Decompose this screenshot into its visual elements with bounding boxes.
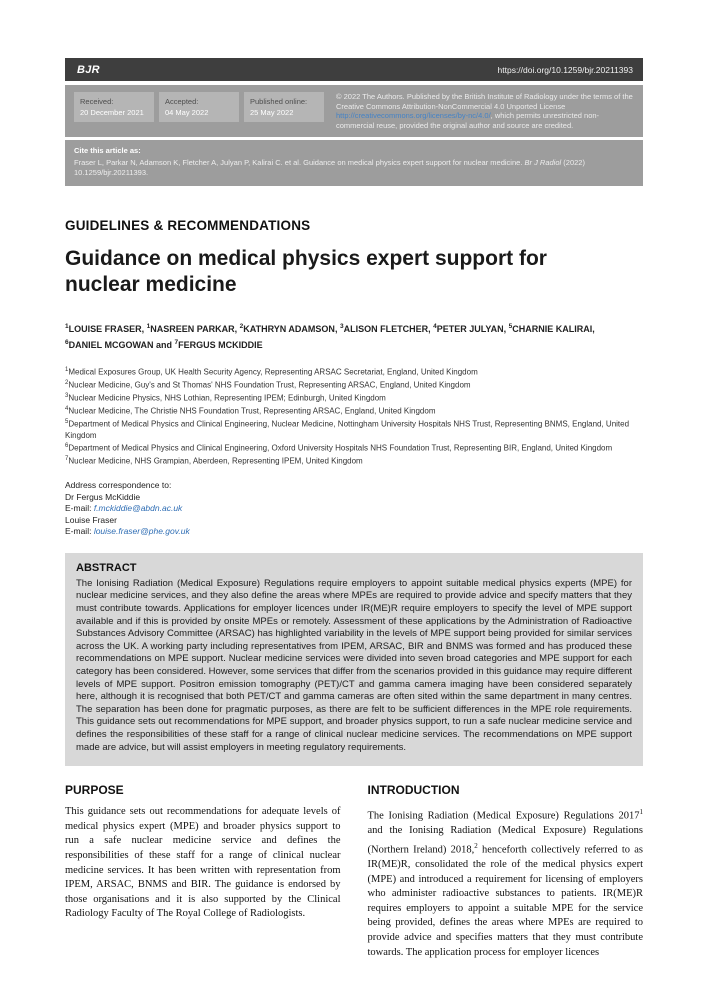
affiliation: $^1$Medical Exposures Group, UK Health Security Agency, Representing ARSAC Secretariat, England, United Kingdom — [65, 367, 478, 378]
cc-license-link[interactable]: http://creativecommons.org/licenses/by-nc/4.0/ — [336, 111, 491, 121]
abstract-section — [65, 553, 643, 766]
citation-journal: Br J Radiol — [524, 158, 562, 168]
copyright-post: , which permits unrestricted non-commercial reuse, provided the original author and source are credited. — [336, 111, 600, 130]
email-label: E-mail: — [65, 526, 94, 537]
accepted-value: 04 May 2022 — [165, 108, 209, 117]
copyright-pre: © 2022 The Authors. Published by the British Institute of Radiology under the terms of the Creative Commons Attribution-NonCommercial 4.0 Unported License — [336, 92, 633, 111]
affiliation: $^6$Department of Medical Physics and Clinical Engineering, Oxford University Hospitals NHS Foundation Trust, Representing BIR, England, United Kingdom — [65, 443, 613, 454]
reference-1: 1 — [639, 808, 643, 817]
correspondence-block — [65, 480, 643, 538]
introduction-heading: INTRODUCTION — [367, 783, 460, 798]
author: $^3$ALISON FLETCHER, — [339, 323, 434, 335]
cite-label: Cite this article as: — [74, 146, 141, 156]
correspondent-name: Dr Fergus McKiddie — [65, 491, 141, 502]
author: $^4$PETER JULYAN, — [433, 323, 509, 335]
author-list — [65, 320, 610, 352]
correspondence-email-line — [65, 526, 643, 538]
affiliation: $^3$Nuclear Medicine Physics, NHS Lothian, Representing IPEM; Edinburgh, United Kingdom — [65, 393, 386, 403]
reference-2: 2 — [474, 841, 478, 850]
author: $^5$CHARNIE KALIRAI, — [508, 323, 595, 335]
affiliation: $^7$Nuclear Medicine, NHS Grampian, Aberdeen, Representing IPEM, United Kingdom — [65, 456, 363, 467]
correspondence-email-line — [65, 503, 643, 515]
author: $^2$KATHRYN ADAMSON, — [239, 323, 340, 335]
affiliation: $^2$Nuclear Medicine, Guy's and St Thomas' NHS Foundation Trust, Representing ARSAC, England, United Kingdom — [65, 380, 471, 390]
copyright-text — [334, 92, 634, 130]
citation-band — [65, 140, 643, 186]
accepted-box — [159, 92, 239, 122]
received-label: Received: — [80, 97, 114, 106]
purpose-section — [65, 783, 341, 960]
published-box — [244, 92, 324, 122]
author: $^1$NASREEN PARKAR, — [146, 323, 240, 335]
abstract-heading: ABSTRACT — [76, 561, 137, 574]
doi-link[interactable]: https://doi.org/10.1259/bjr.20211393 — [497, 64, 633, 75]
body-columns — [65, 783, 643, 960]
metadata-band — [65, 85, 643, 137]
section-label: GUIDELINES & RECOMMENDATIONS — [65, 218, 311, 234]
author: $^6$DANIEL MCGOWAN and — [65, 339, 175, 351]
affiliation: $^5$Department of Medical Physics and Clinical Engineering, Nuclear Medicine, Nottingham University Hospitals NHS Trust, Representing BNMS, England, United Kingdom — [65, 419, 630, 441]
email-link-mckiddie[interactable]: f.mckiddie@abdn.ac.uk — [93, 503, 183, 514]
received-value: 20 December 2021 — [80, 108, 144, 117]
author: $^7$FERGUS MCKIDDIE — [174, 339, 263, 351]
citation-text: Fraser L, Parkar N, Adamson K, Fletcher A, Julyan P, Kalirai C. et al. Guidance on medical physics expert support for nuclear medicine. — [74, 158, 525, 168]
affiliation: $^4$Nuclear Medicine, The Christie NHS Foundation Trust, Representing ARSAC, England, United Kingdom — [65, 406, 436, 416]
email-label: E-mail: — [65, 503, 94, 514]
correspondence-label: Address correspondence to: — [65, 480, 172, 491]
email-link-fraser[interactable]: louise.fraser@phe.gov.uk — [93, 526, 190, 537]
published-label: Published online: — [250, 97, 308, 106]
article-title: Guidance on medical physics expert support for nuclear medicine — [65, 247, 547, 297]
correspondent-name: Louise Fraser — [65, 514, 117, 525]
citation-tail: (2022) 10.1259/bjr.20211393. — [74, 158, 585, 178]
journal-logo: BJR — [77, 63, 100, 76]
purpose-heading: PURPOSE — [65, 783, 124, 798]
affiliation-list — [65, 365, 643, 467]
published-value: 25 May 2022 — [250, 108, 294, 117]
purpose-text: This guidance sets out recommendations for adequate levels of medical physics expert (MPE) and broader physics support to run a safe nuclear medicine service and defines the responsibilities of these staff for a range of clinical nuclear medicine services. It has been written with representation from IPEM, ARSAC, BNMS and BIR. The guidance is endorsed by those organisations and it is also supported by the Clinical Radiology Faculty of The Royal College of Radiologists. — [65, 806, 341, 920]
accepted-label: Accepted: — [165, 97, 199, 106]
received-box — [74, 92, 154, 122]
author: $^1$LOUISE FRASER, — [65, 323, 147, 335]
introduction-text: The Ionising Radiation (Medical Exposure) Regulations 2017$^1$ and the Ionising Radiation (Medical Exposure) Regulations (Northern Ireland) 2018,$^2$ henceforth collectively referred to as IR(ME)R, consolidated the role of the medical physics expert (MPE) and introduced a requirement for licensing of employers who administer radioactive substances to patients. IR(ME)R requires employers to appoint a suitable MPE for the service being provided, defines the areas where MPEs are required to provide advice and specifies matters that they must contribute towards. The application process for employer licences — [367, 808, 643, 958]
abstract-text: The Ionising Radiation (Medical Exposure) Regulations require employers to appoint suitable medical physics experts (MPE) for nuclear medicine services, and they also define the areas where MPEs are required to provide advice and specify matters that they must contribute towards. Applications for employer licences under IR(ME)R require employers to specify the level of MPE support available and if this is provided by onsite MPEs or remotely. Assessment of these applications by the Administration of Radioactive Substances Advisory Committee (ARSAC) has highlighted variability in the levels of MPE support being provided for similar services across the UK. A working party including representatives from IPEM, ARSAC, BIR and BNMS was formed and has produced these recommendations on MPE support. Nuclear medicine services were divided into seven broad categories and MPE support for each category has been considered. However, some services that differ from the scenarios provided in this guidance may require different levels of MPE support. Positron emission tomography (PET)/CT and gamma camera imaging have been considered separately here, although it is recognised that both PET/CT and gamma cameras are often sited within the same department in many centres. The separation has been done for pragmatic purposes, as there are felt to be sufficient differences in the MPE role requirements. This guidance sets out recommendations for MPE support, and broader physics support, to run a safe nuclear medicine service and defines the responsibilities of these staff for a range of clinical nuclear medicine services. The recommendations on MPE support made are advice, but will assist employers in meeting regulatory requirements. — [76, 577, 632, 753]
introduction-section — [368, 783, 644, 960]
date-boxes — [74, 92, 324, 130]
journal-header-bar — [65, 58, 643, 81]
